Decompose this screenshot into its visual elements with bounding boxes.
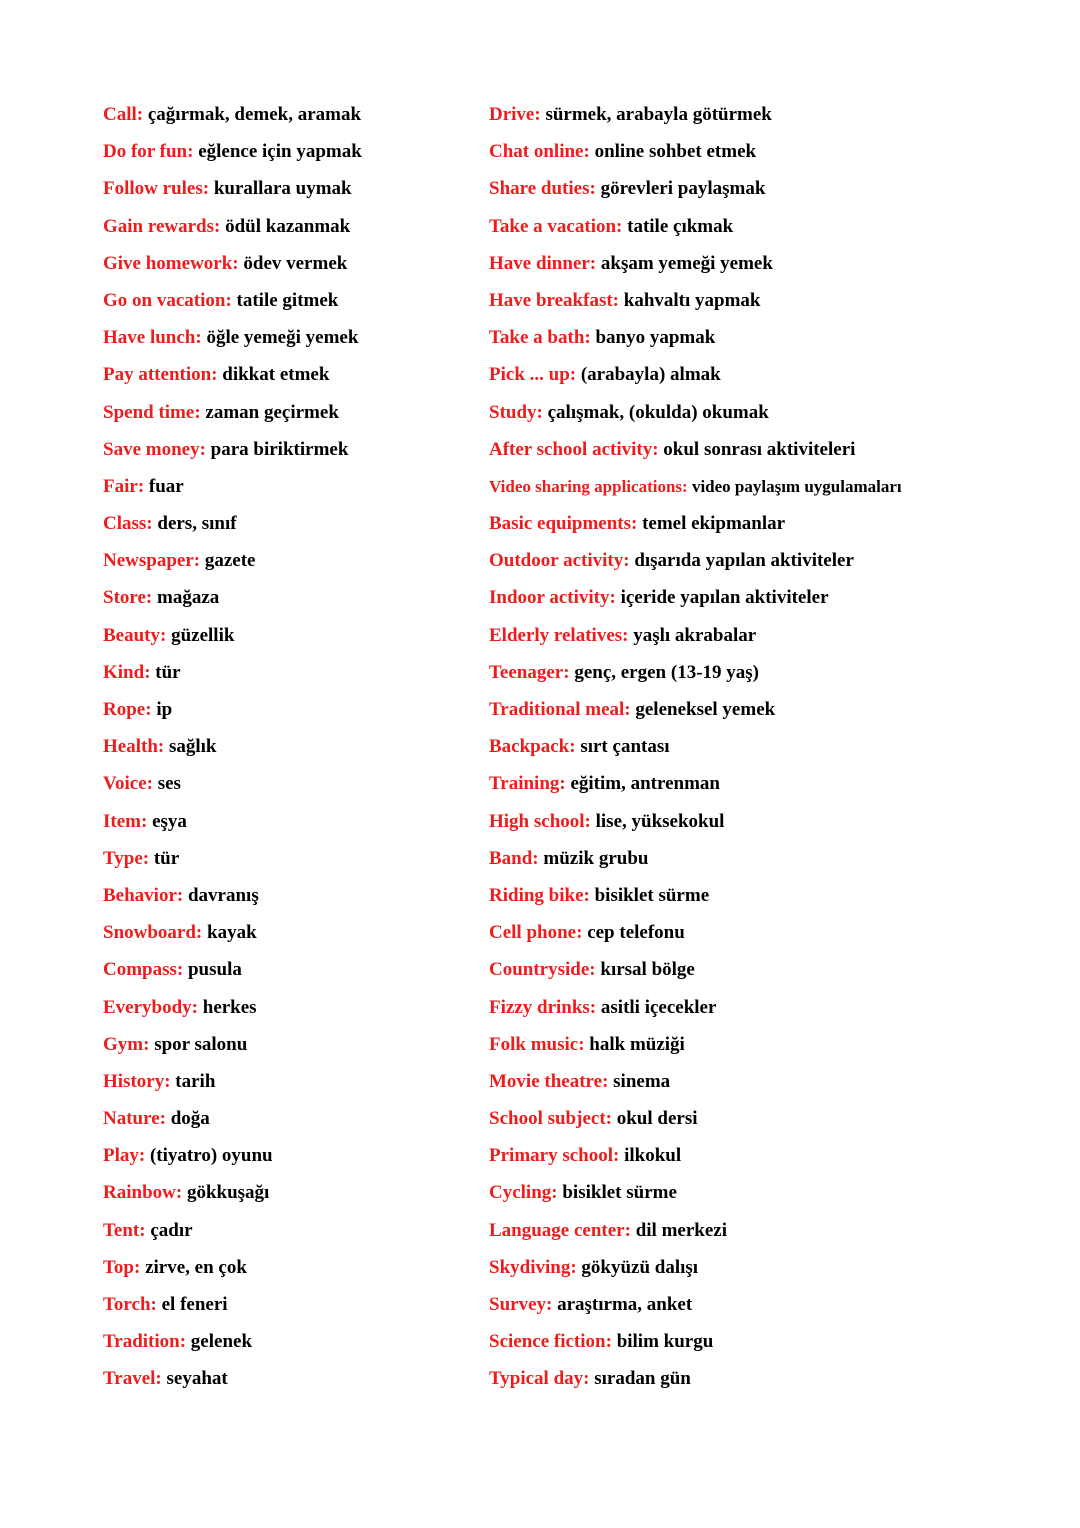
vocabulary-entry <box>489 1100 1049 1137</box>
turkish-meaning: kırsal bölge <box>600 959 695 981</box>
english-term: Science fiction: <box>489 1331 612 1353</box>
english-term: Store: <box>103 587 153 609</box>
turkish-meaning: video paylaşım uygulamaları <box>691 476 902 496</box>
turkish-meaning: geleneksel yemek <box>635 699 776 720</box>
english-term: Basic equipments: <box>489 513 638 535</box>
turkish-meaning: ödev vermek <box>243 252 348 274</box>
english-term: Have dinner: <box>489 252 597 274</box>
right-vocabulary-column <box>489 96 1049 1398</box>
turkish-meaning: dikkat etmek <box>222 364 330 386</box>
turkish-meaning: dil merkezi <box>635 1219 727 1241</box>
vocabulary-entry <box>489 989 1049 1026</box>
turkish-meaning: sıradan gün <box>594 1368 691 1390</box>
english-term: Cycling: <box>489 1182 558 1204</box>
turkish-meaning: kayak <box>207 922 257 944</box>
turkish-meaning: temel ekipmanlar <box>642 513 786 535</box>
turkish-meaning: çadır <box>150 1219 193 1241</box>
english-term: Backpack: <box>489 736 576 758</box>
turkish-meaning: gökkuşağı <box>186 1182 270 1204</box>
english-term: Gym: <box>103 1033 150 1055</box>
english-term: Survey: <box>489 1294 553 1315</box>
english-term: Rainbow: <box>103 1182 183 1204</box>
turkish-meaning: bisiklet sürme <box>562 1182 677 1204</box>
turkish-meaning: halk müziği <box>589 1033 685 1055</box>
vocabulary-entry <box>489 356 1049 393</box>
english-term: Give homework: <box>103 252 239 274</box>
vocabulary-entry <box>489 1137 1049 1174</box>
vocabulary-entry <box>103 803 473 840</box>
english-term: Tradition: <box>103 1331 187 1353</box>
turkish-meaning: pusula <box>187 959 242 981</box>
turkish-meaning: genç, ergen (13-19 yaş) <box>574 661 759 683</box>
english-term: Folk music: <box>489 1033 585 1055</box>
english-term: Snowboard: <box>103 922 203 944</box>
english-term: Fair: <box>103 475 145 497</box>
english-term: Do for fun: <box>103 141 194 163</box>
turkish-meaning: araştırma, anket <box>557 1294 693 1315</box>
turkish-meaning: tarih <box>175 1070 216 1092</box>
vocabulary-entry <box>103 1026 473 1063</box>
vocabulary-entry <box>489 617 1049 654</box>
vocabulary-entry <box>103 1360 473 1397</box>
turkish-meaning: müzik grubu <box>543 847 649 869</box>
english-term: Take a vacation: <box>489 215 623 237</box>
vocabulary-entry <box>103 1137 473 1174</box>
turkish-meaning: (tiyatro) oyunu <box>149 1145 273 1167</box>
vocabulary-entry <box>489 728 1049 765</box>
vocabulary-entry <box>103 208 473 245</box>
vocabulary-entry <box>489 1174 1049 1211</box>
english-term: Type: <box>103 847 150 869</box>
vocabulary-entry <box>489 133 1049 170</box>
vocabulary-entry <box>103 394 473 431</box>
turkish-meaning: sırt çantası <box>580 736 670 758</box>
english-term: Traditional meal: <box>489 699 631 720</box>
english-term: Gain rewards: <box>103 215 221 237</box>
turkish-meaning: zirve, en çok <box>145 1256 247 1278</box>
english-term: Spend time: <box>103 401 201 423</box>
turkish-meaning: cep telefonu <box>587 922 685 944</box>
english-term: Cell phone: <box>489 922 583 944</box>
turkish-meaning: asitli içecekler <box>600 996 717 1018</box>
vocabulary-entry <box>103 691 473 728</box>
vocabulary-entry <box>489 1026 1049 1063</box>
turkish-meaning: tür <box>155 661 181 683</box>
vocabulary-entry <box>103 654 473 691</box>
vocabulary-entry <box>489 282 1049 319</box>
turkish-meaning: gazete <box>204 550 256 572</box>
english-term: Voice: <box>103 773 153 795</box>
turkish-meaning: bilim kurgu <box>616 1331 714 1353</box>
vocabulary-entry <box>489 1063 1049 1100</box>
english-term: Nature: <box>103 1108 166 1130</box>
vocabulary-entry <box>489 394 1049 431</box>
english-term: Newspaper: <box>103 550 201 572</box>
turkish-meaning: davranış <box>187 884 259 906</box>
vocabulary-entry <box>103 282 473 319</box>
english-term: Pick ... up: <box>489 364 577 386</box>
english-term: High school: <box>489 810 591 832</box>
turkish-meaning: eğitim, antrenman <box>570 773 720 795</box>
english-term: Video sharing applications: <box>489 476 688 496</box>
english-term: Rope: <box>103 699 152 720</box>
english-term: History: <box>103 1070 171 1092</box>
vocabulary-entry <box>103 1249 473 1286</box>
english-term: Indoor activity: <box>489 587 616 609</box>
english-term: Training: <box>489 773 566 795</box>
vocabulary-entry <box>103 1323 473 1360</box>
vocabulary-entry <box>103 579 473 616</box>
english-term: Health: <box>103 736 165 758</box>
turkish-meaning: çağırmak, demek, aramak <box>147 104 362 125</box>
english-term: Movie theatre: <box>489 1070 609 1092</box>
english-term: Pay attention: <box>103 364 218 386</box>
vocabulary-entry <box>489 579 1049 616</box>
vocabulary-entry <box>489 1212 1049 1249</box>
vocabulary-entry <box>489 245 1049 282</box>
vocabulary-entry <box>489 1360 1049 1397</box>
vocabulary-entry <box>103 1063 473 1100</box>
vocabulary-entry <box>489 319 1049 356</box>
vocabulary-entry <box>103 356 473 393</box>
english-term: Elderly relatives: <box>489 624 629 646</box>
vocabulary-entry <box>103 1286 473 1323</box>
turkish-meaning: banyo yapmak <box>595 327 716 349</box>
english-term: Typical day: <box>489 1368 590 1390</box>
turkish-meaning: online sohbet etmek <box>594 141 757 163</box>
turkish-meaning: okul dersi <box>616 1108 698 1130</box>
turkish-meaning: bisiklet sürme <box>594 884 710 906</box>
vocabulary-entry <box>489 691 1049 728</box>
turkish-meaning: el feneri <box>161 1294 228 1315</box>
english-term: Everybody: <box>103 996 198 1018</box>
english-term: Call: <box>103 104 144 125</box>
vocabulary-entry <box>489 654 1049 691</box>
turkish-meaning: lise, yüksekokul <box>595 810 725 832</box>
english-term: Have lunch: <box>103 327 202 349</box>
english-term: Kind: <box>103 661 151 683</box>
vocabulary-entry <box>103 170 473 207</box>
turkish-meaning: içeride yapılan aktiviteler <box>620 587 829 609</box>
vocabulary-entry <box>103 914 473 951</box>
vocabulary-entry <box>489 803 1049 840</box>
turkish-meaning: öğle yemeği yemek <box>206 327 359 349</box>
turkish-meaning: ilkokul <box>624 1145 682 1167</box>
english-term: Study: <box>489 401 543 423</box>
english-term: Have breakfast: <box>489 289 619 311</box>
vocabulary-entry <box>103 1100 473 1137</box>
vocabulary-entry <box>489 542 1049 579</box>
english-term: Follow rules: <box>103 178 210 200</box>
vocabulary-entry <box>103 431 473 468</box>
english-term: Item: <box>103 810 148 832</box>
english-term: After school activity: <box>489 438 659 460</box>
vocabulary-entry <box>103 245 473 282</box>
vocabulary-entry <box>103 505 473 542</box>
english-term: Behavior: <box>103 884 184 906</box>
vocabulary-entry <box>103 133 473 170</box>
turkish-meaning: kahvaltı yapmak <box>623 289 761 311</box>
turkish-meaning: gökyüzü dalışı <box>581 1256 699 1278</box>
english-term: Countryside: <box>489 959 596 981</box>
vocabulary-entry <box>103 877 473 914</box>
turkish-meaning: doğa <box>170 1108 210 1130</box>
english-term: Riding bike: <box>489 884 590 906</box>
english-term: Class: <box>103 513 153 535</box>
vocabulary-entry <box>103 989 473 1026</box>
turkish-meaning: mağaza <box>157 587 220 609</box>
english-term: Chat online: <box>489 141 590 163</box>
turkish-meaning: gelenek <box>190 1331 253 1353</box>
turkish-meaning: sağlık <box>168 736 217 758</box>
vocabulary-entry <box>103 728 473 765</box>
turkish-meaning: tür <box>153 847 180 869</box>
english-term: Skydiving: <box>489 1256 577 1278</box>
english-term: School subject: <box>489 1108 612 1130</box>
english-term: Primary school: <box>489 1145 620 1167</box>
vocabulary-entry <box>489 468 1049 505</box>
turkish-meaning: eşya <box>152 810 187 832</box>
vocabulary-entry <box>103 840 473 877</box>
english-term: Go on vacation: <box>103 289 232 311</box>
english-term: Take a bath: <box>489 327 591 349</box>
turkish-meaning: para biriktirmek <box>210 438 349 460</box>
turkish-meaning: herkes <box>202 996 257 1018</box>
turkish-meaning: yaşlı akrabalar <box>633 624 757 646</box>
vocabulary-entry <box>489 951 1049 988</box>
english-term: Travel: <box>103 1368 162 1390</box>
vocabulary-entry <box>103 951 473 988</box>
english-term: Play: <box>103 1145 146 1167</box>
vocabulary-entry <box>489 1286 1049 1323</box>
english-term: Top: <box>103 1256 141 1278</box>
vocabulary-entry <box>489 96 1049 133</box>
english-term: Share duties: <box>489 178 596 200</box>
turkish-meaning: eğlence için yapmak <box>198 141 362 163</box>
turkish-meaning: sinema <box>613 1070 671 1092</box>
vocabulary-entry <box>103 96 473 133</box>
turkish-meaning: sürmek, arabayla götürmek <box>545 104 772 125</box>
turkish-meaning: güzellik <box>171 624 235 646</box>
turkish-meaning: akşam yemeği yemek <box>600 252 773 274</box>
turkish-meaning: okul sonrası aktiviteleri <box>663 438 856 460</box>
english-term: Outdoor activity: <box>489 550 630 572</box>
turkish-meaning: fuar <box>148 475 184 497</box>
english-term: Drive: <box>489 104 541 125</box>
vocabulary-entry <box>103 1174 473 1211</box>
vocabulary-entry <box>489 505 1049 542</box>
vocabulary-entry <box>103 319 473 356</box>
vocabulary-entry <box>103 1212 473 1249</box>
vocabulary-entry <box>489 840 1049 877</box>
turkish-meaning: ders, sınıf <box>157 513 237 535</box>
vocabulary-entry <box>103 542 473 579</box>
turkish-meaning: (arabayla) almak <box>580 364 721 386</box>
english-term: Beauty: <box>103 624 167 646</box>
turkish-meaning: ses <box>157 773 181 795</box>
vocabulary-entry <box>489 1249 1049 1286</box>
turkish-meaning: görevleri paylaşmak <box>600 178 766 200</box>
turkish-meaning: kurallara uymak <box>213 178 352 200</box>
english-term: Teenager: <box>489 661 570 683</box>
turkish-meaning: dışarıda yapılan aktiviteler <box>634 550 854 572</box>
turkish-meaning: çalışmak, (okulda) okumak <box>547 401 769 423</box>
turkish-meaning: ip <box>156 699 173 720</box>
turkish-meaning: spor salonu <box>154 1033 248 1055</box>
vocabulary-entry <box>489 208 1049 245</box>
english-term: Band: <box>489 847 539 869</box>
turkish-meaning: tatile çıkmak <box>627 215 734 237</box>
vocabulary-entry <box>103 617 473 654</box>
english-term: Language center: <box>489 1219 631 1241</box>
vocabulary-entry <box>489 431 1049 468</box>
turkish-meaning: seyahat <box>166 1368 228 1390</box>
english-term: Compass: <box>103 959 184 981</box>
vocabulary-entry <box>103 468 473 505</box>
turkish-meaning: ödül kazanmak <box>225 215 351 237</box>
english-term: Torch: <box>103 1294 157 1315</box>
vocabulary-entry <box>489 877 1049 914</box>
vocabulary-entry <box>489 170 1049 207</box>
vocabulary-entry <box>103 765 473 802</box>
english-term: Tent: <box>103 1219 146 1241</box>
vocabulary-entry <box>489 914 1049 951</box>
english-term: Save money: <box>103 438 206 460</box>
left-vocabulary-column <box>103 96 473 1398</box>
vocabulary-entry <box>489 765 1049 802</box>
turkish-meaning: zaman geçirmek <box>205 401 339 423</box>
turkish-meaning: tatile gitmek <box>236 289 339 311</box>
english-term: Fizzy drinks: <box>489 996 597 1018</box>
vocabulary-entry <box>489 1323 1049 1360</box>
